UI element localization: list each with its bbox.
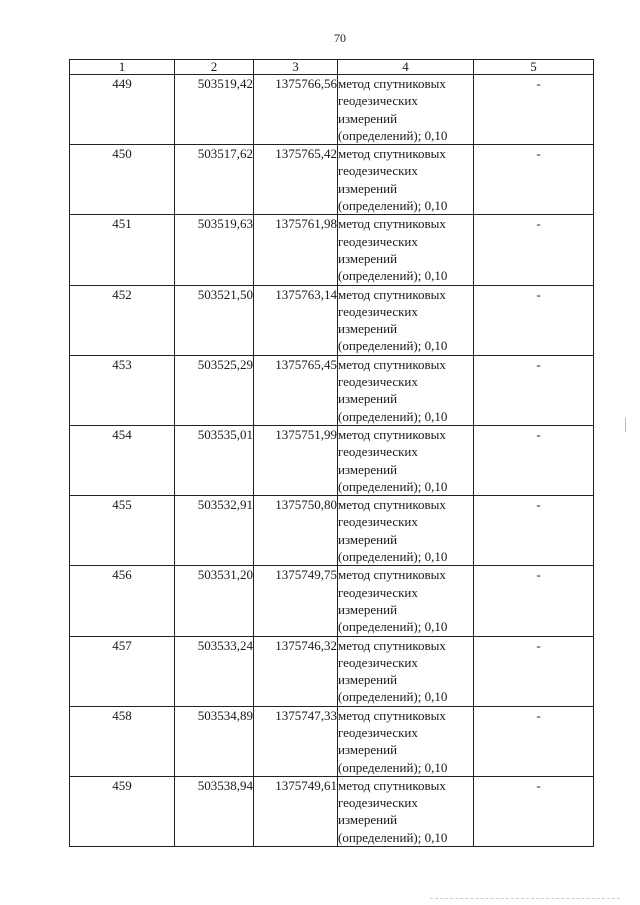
coordinate-y: 1375761,98	[254, 215, 338, 285]
accuracy-cell	[474, 355, 594, 425]
header-row	[70, 60, 594, 75]
point-number: 454	[70, 425, 175, 495]
coordinate-y: 1375746,32	[254, 636, 338, 706]
coordinate-y: 1375751,99	[254, 425, 338, 495]
accuracy-value: -	[536, 216, 541, 232]
accuracy-value: -	[536, 707, 541, 723]
accuracy-value: -	[536, 286, 541, 302]
accuracy-cell	[474, 776, 594, 846]
point-number: 459	[70, 776, 175, 846]
point-number: 451	[70, 215, 175, 285]
accuracy-cell	[474, 145, 594, 215]
coordinate-y: 1375749,61	[254, 776, 338, 846]
accuracy-cell	[474, 285, 594, 355]
coordinate-x: 503531,20	[175, 566, 254, 636]
determination-method: метод спутниковых геодезических измерений (определений); 0,10	[338, 355, 474, 425]
point-number: 458	[70, 706, 175, 776]
determination-method: метод спутниковых геодезических измерений (определений); 0,10	[338, 285, 474, 355]
point-number: 457	[70, 636, 175, 706]
coordinate-y: 1375763,14	[254, 285, 338, 355]
coordinate-x: 503533,24	[175, 636, 254, 706]
page-number: 70	[334, 31, 346, 45]
table-row	[70, 145, 594, 215]
coordinate-y: 1375750,80	[254, 496, 338, 566]
column-header-4: 4	[338, 60, 474, 75]
scan-artifact-line	[430, 898, 620, 901]
point-number: 450	[70, 145, 175, 215]
table-row	[70, 425, 594, 495]
scan-artifact-mark	[625, 418, 626, 432]
table-row	[70, 75, 594, 145]
accuracy-value: -	[536, 497, 541, 513]
accuracy-value: -	[536, 146, 541, 162]
coordinates-table	[69, 59, 594, 847]
coordinate-x: 503532,91	[175, 496, 254, 566]
determination-method: метод спутниковых геодезических измерений (определений); 0,10	[338, 75, 474, 145]
accuracy-cell	[474, 425, 594, 495]
determination-method: метод спутниковых геодезических измерений (определений); 0,10	[338, 706, 474, 776]
table-row	[70, 636, 594, 706]
coordinate-x: 503519,42	[175, 75, 254, 145]
table-row	[70, 496, 594, 566]
accuracy-cell	[474, 75, 594, 145]
coordinate-x: 503519,63	[175, 215, 254, 285]
determination-method: метод спутниковых геодезических измерений (определений); 0,10	[338, 425, 474, 495]
determination-method: метод спутниковых геодезических измерений (определений); 0,10	[338, 145, 474, 215]
determination-method: метод спутниковых геодезических измерений (определений); 0,10	[338, 636, 474, 706]
coordinate-y: 1375766,56	[254, 75, 338, 145]
coordinate-y: 1375747,33	[254, 706, 338, 776]
table-row	[70, 706, 594, 776]
coordinate-x: 503525,29	[175, 355, 254, 425]
accuracy-value: -	[536, 76, 541, 91]
point-number: 456	[70, 566, 175, 636]
coordinate-y: 1375765,42	[254, 145, 338, 215]
column-header-5: 5	[474, 60, 594, 75]
table-row	[70, 285, 594, 355]
accuracy-value: -	[536, 567, 541, 583]
point-number: 449	[70, 75, 175, 145]
coordinate-y: 1375749,75	[254, 566, 338, 636]
table-row	[70, 215, 594, 285]
table-row	[70, 776, 594, 846]
coordinate-x: 503538,94	[175, 776, 254, 846]
coordinate-y: 1375765,45	[254, 355, 338, 425]
accuracy-cell	[474, 566, 594, 636]
column-header-1: 1	[70, 60, 175, 75]
accuracy-value: -	[536, 637, 541, 653]
accuracy-value: -	[536, 777, 541, 793]
table-row	[70, 355, 594, 425]
determination-method: метод спутниковых геодезических измерений (определений); 0,10	[338, 496, 474, 566]
accuracy-cell	[474, 496, 594, 566]
determination-method: метод спутниковых геодезических измерений (определений); 0,10	[338, 776, 474, 846]
accuracy-cell	[474, 215, 594, 285]
point-number: 453	[70, 355, 175, 425]
coordinate-x: 503517,62	[175, 145, 254, 215]
accuracy-value: -	[536, 356, 541, 372]
column-header-2: 2	[175, 60, 254, 75]
determination-method: метод спутниковых геодезических измерений (определений); 0,10	[338, 566, 474, 636]
coordinate-x: 503535,01	[175, 425, 254, 495]
coordinate-x: 503534,89	[175, 706, 254, 776]
column-header-3: 3	[254, 60, 338, 75]
determination-method: метод спутниковых геодезических измерений (определений); 0,10	[338, 215, 474, 285]
accuracy-value: -	[536, 426, 541, 442]
accuracy-cell	[474, 706, 594, 776]
point-number: 452	[70, 285, 175, 355]
point-number: 455	[70, 496, 175, 566]
table-row	[70, 566, 594, 636]
accuracy-cell	[474, 636, 594, 706]
table-body	[70, 75, 594, 847]
coordinate-x: 503521,50	[175, 285, 254, 355]
